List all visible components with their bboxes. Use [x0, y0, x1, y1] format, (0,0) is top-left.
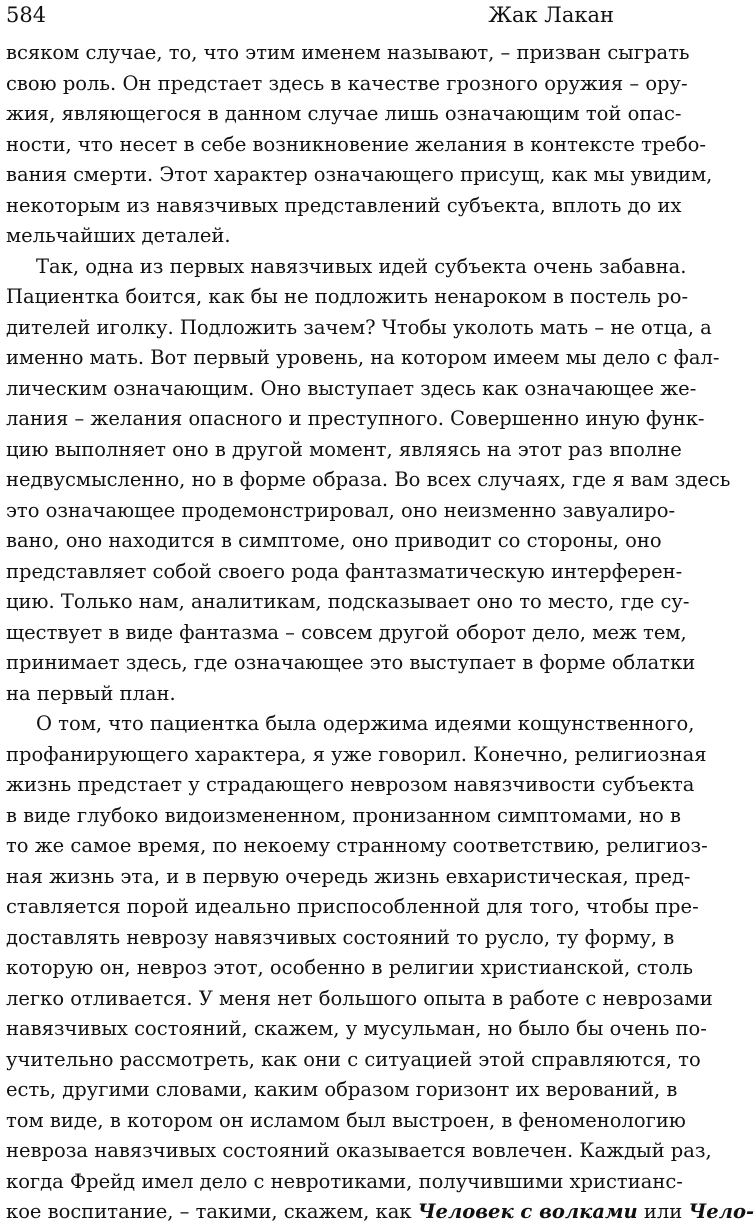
text-line: принимает здесь, где означающее это выступает в форме облатки — [6, 648, 615, 679]
text-line: вания смерти. Этот характер означающего присущ, как мы увидим, — [6, 160, 615, 191]
text-line: это означающее продемонстрировал, оно неизменно завуалиро- — [6, 496, 615, 527]
text-line: мельчайших деталей. — [6, 221, 615, 252]
text-line: лическим означающим. Оно выступает здесь как означающее же- — [6, 374, 615, 405]
text-line: всяком случае, то, что этим именем называют, – призван сыграть — [6, 38, 615, 69]
text-line: ности, что несет в себе возникновение желания в контексте требо- — [6, 130, 615, 161]
text-line: профанирующего характера, я уже говорил. Конечно, религиозная — [6, 740, 615, 771]
page-number: 584 — [6, 0, 46, 30]
text-line: некоторым из навязчивых представлений субъекта, вплоть до их — [6, 191, 615, 222]
text-line: свою роль. Он предстает здесь в качестве грозного оружия – ору- — [6, 69, 615, 100]
text-line: жия, являющегося в данном случае лишь означающим той опас- — [6, 99, 615, 130]
text-line: вано, оно находится в симптоме, оно приводит со стороны, оно — [6, 526, 615, 557]
text-line: ная жизнь эта, и в первую очередь жизнь евхаристическая, пред- — [6, 862, 615, 893]
text-line: то же самое время, по некоему странному соответствию, религиоз- — [6, 831, 615, 862]
text-line: лания – желания опасного и преступного. Совершенно иную функ- — [6, 404, 615, 435]
text-line: представляет собой своего рода фантазматическую интерферен- — [6, 557, 615, 588]
text-line: ставляется порой идеально приспособленной для того, чтобы пре- — [6, 892, 615, 923]
text-line: том виде, в котором он исламом был выстроен, в феноменологию — [6, 1106, 615, 1137]
italic-title: Человек с волками — [418, 1200, 638, 1223]
text-line: в виде глубоко видоизмененном, пронизанном симптомами, но в — [6, 801, 615, 832]
text-line: учительно рассмотреть, как они с ситуацией этой справляются, то — [6, 1045, 615, 1076]
italic-title: Чело- — [689, 1200, 754, 1223]
text-line: навязчивых состояний, скажем, у мусульман, но было бы очень по- — [6, 1014, 615, 1045]
text-run: кое воспитание, – такими, скажем, как — [6, 1200, 418, 1223]
text-line: Пациентка боится, как бы не подложить ненароком в постель ро- — [6, 282, 615, 313]
text-line: невроза навязчивых состояний оказывается вовлечен. Каждый раз, — [6, 1136, 615, 1167]
text-line: Так, одна из первых навязчивых идей субъекта очень забавна. — [6, 252, 615, 283]
text-line: О том, что пациентка была одержима идеями кощунственного, — [6, 709, 615, 740]
text-line: ществует в виде фантазма – совсем другой оборот дело, меж тем, — [6, 618, 615, 649]
text-run: или — [638, 1200, 689, 1223]
text-line: на первый план. — [6, 679, 615, 710]
running-head: Жак Лакан — [488, 0, 614, 30]
text-line: когда Фрейд имел дело с невротиками, получившими христианс- — [6, 1167, 615, 1198]
text-line: дителей иголку. Подложить зачем? Чтобы уколоть мать – не отца, а — [6, 313, 615, 344]
text-line: есть, другими словами, каким образом горизонт их верований, в — [6, 1075, 615, 1106]
text-line: именно мать. Вот первый уровень, на котором имеем мы дело с фал- — [6, 343, 615, 374]
text-line: легко отливается. У меня нет большого опыта в работе с неврозами — [6, 984, 615, 1015]
text-line: которую он, невроз этот, особенно в религии христианской, столь — [6, 953, 615, 984]
text-line-final — [6, 1197, 615, 1228]
text-line: недвусмысленно, но в форме образа. Во всех случаях, где я вам здесь — [6, 465, 615, 496]
text-line: доставлять неврозу навязчивых состояний то русло, ту форму, в — [6, 923, 615, 954]
text-line: цию. Только нам, аналитикам, подсказывает оно то место, где су- — [6, 587, 615, 618]
text-line: жизнь предстает у страдающего неврозом навязчивости субъекта — [6, 770, 615, 801]
page-body-text — [6, 38, 615, 1228]
page-header — [6, 0, 614, 30]
text-line: цию выполняет оно в другой момент, являясь на этот раз вполне — [6, 435, 615, 466]
